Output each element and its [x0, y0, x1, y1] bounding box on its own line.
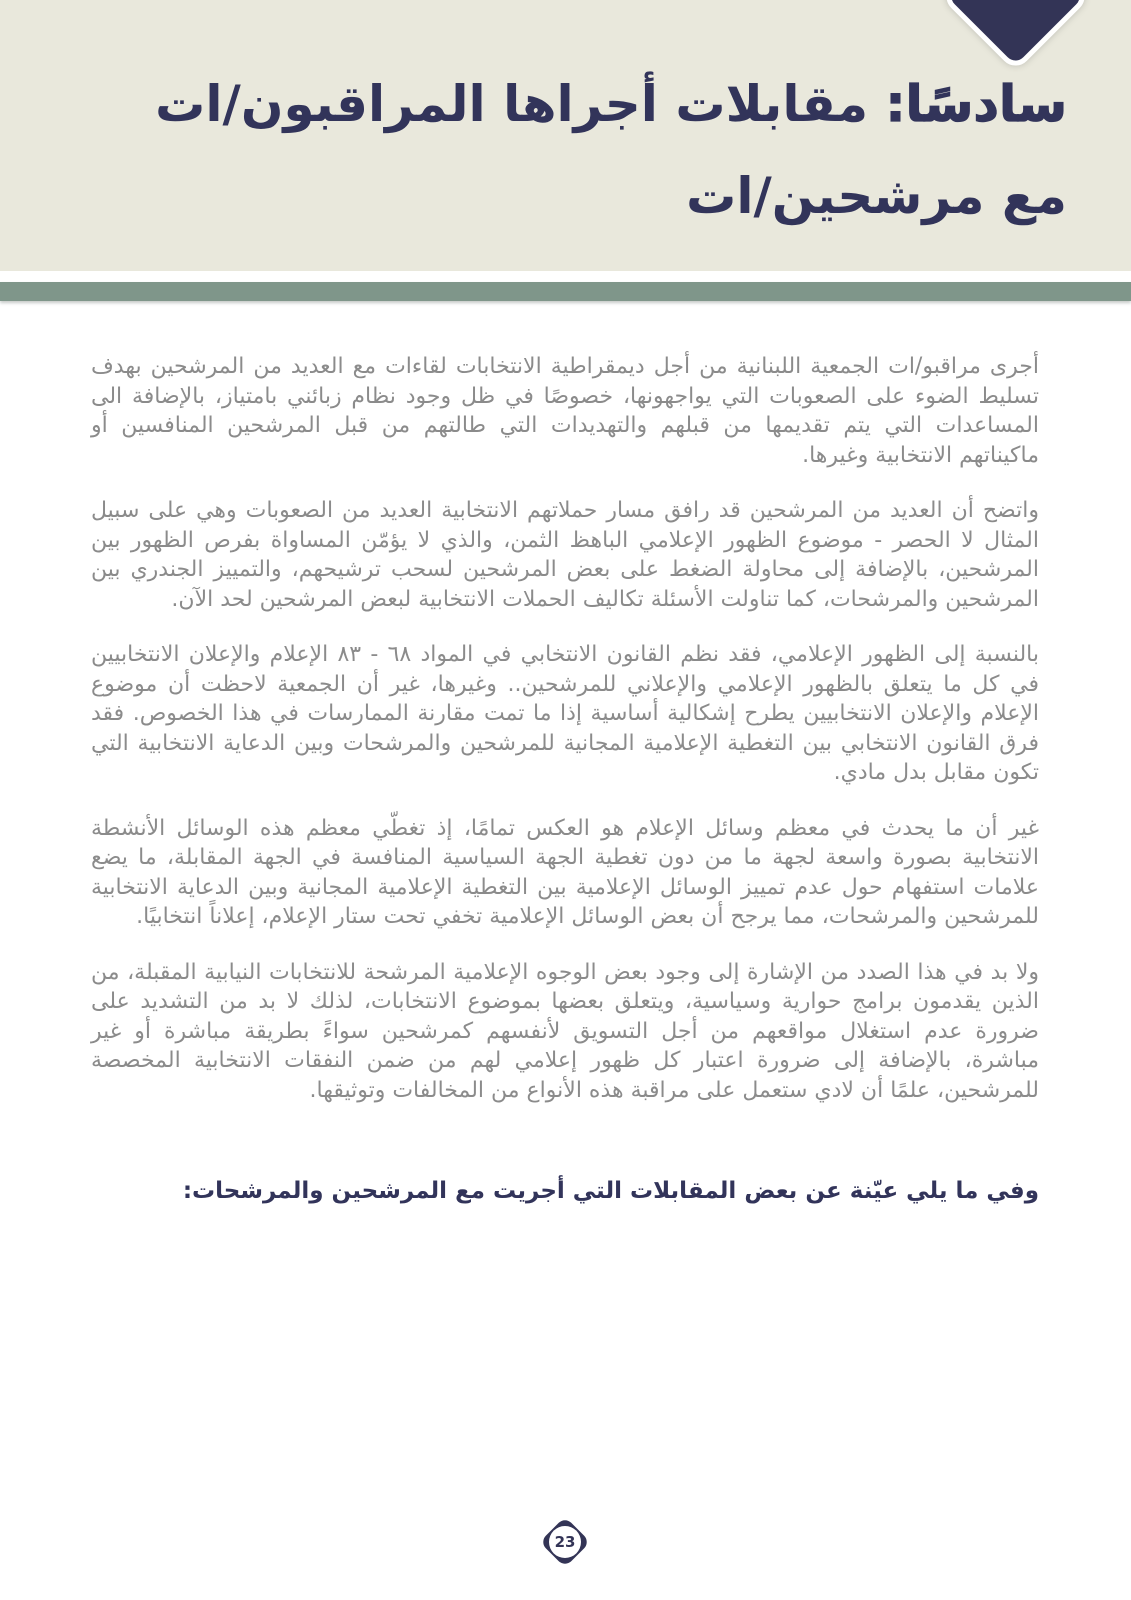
page-number: 23: [554, 1533, 576, 1551]
page-badge-circle: [549, 1526, 581, 1558]
header-band: [0, 0, 1131, 271]
body-paragraph-1: أجرى مراقبو/ات الجمعية اللبنانية من أجل ديمقراطية الانتخابات لقاءات مع العديد من المرشحين بهدف تسليط الضوء على الصعوبات التي يواجهونها، خصوصًا في ظل وجود نظام زبائني بامتياز، بالإضافة الى المساعدات التي يتم تقديمها من قبلهم والتهديدات التي طالتهم من قبل المرشحين المنافسين أو ماكيناتهم الانتخابية وغيرها.: [91, 354, 1039, 468]
page-number-badge: [547, 1524, 583, 1560]
separator-bar: [0, 282, 1131, 301]
page-title: [64, 58, 1067, 242]
body-paragraph-4: غير أن ما يحدث في معظم وسائل الإعلام هو العكس تمامًا، إذ تغطّي معظم هذه الوسائل الأنشطة الانتخابية بصورة واسعة لجهة ما من دون تغطية الجهة السياسية المنافسة في الجهة المقابلة، ما يضع علامات استفهام حول عدم تمييز الوسائل الإعلامية بين التغطية الإعلامية المجانية وبين الدعاية الانتخابية للمرشحين والمرشحات، مما يرجح أن بعض الوسائل الإعلامية تخفي تحت ستار الإعلام، إعلاناً انتخابيًا.: [91, 815, 1039, 929]
page-title-line1-rest: مقابلات أجراها المراقبون/ات: [155, 75, 886, 133]
body-content: [91, 352, 1039, 1207]
closing-line: وفي ما يلي عيّنة عن بعض المقابلات التي أجريت مع المرشحين والمرشحات:: [182, 1178, 1039, 1204]
body-paragraph-3: بالنسبة إلى الظهور الإعلامي، فقد نظم القانون الانتخابي في المواد ٦٨ - ٨٣ الإعلام والإعلان الانتخابيين في كل ما يتعلق بالظهور الإعلامي والإعلاني للمرشحين.. وغيرها، غير أن الجمعية لاحظت أن موضوع الإعلام والإعلان الانتخابيين يطرح إشكالية أساسية إذا ما تمت مقارنة الممارسات في هذا الخصوص. فقد فرق القانون الانتخابي بين التغطية الإعلامية المجانية للمرشحين والمرشحات وبين الدعاية الانتخابية التي تكون مقابل بدل مادي.: [91, 642, 1039, 785]
body-paragraph-2: واتضح أن العديد من المرشحين قد رافق مسار حملاتهم الانتخابية العديد من الصعوبات وهي على سبيل المثال لا الحصر - موضوع الظهور الإعلامي الباهظ الثمن، والذي لا يؤمّن المساواة بفرص الظهور بين المرشحين، بالإضافة إلى محاولة الضغط على بعض المرشحين لسحب ترشيحهم، والتمييز الجندري بين المرشحين والمرشحات، كما تناولت الأسئلة تكاليف الحملات الانتخابية لبعض المرشحين لحد الآن.: [91, 498, 1039, 612]
page-title-line2: مع مرشحين/ات: [686, 167, 1067, 225]
page-title-section-number: سادسًا:: [885, 75, 1067, 133]
body-paragraph-5: ولا بد في هذا الصدد من الإشارة إلى وجود بعض الوجوه الإعلامية المرشحة للانتخابات النيابية المقبلة، من الذين يقدمون برامج حوارية وسياسية، ويتعلق بعضها بموضوع الانتخابات، لذلك لا بد من التشديد على ضرورة عدم استغلال مواقعهم من أجل التسويق لأنفسهم كمرشحين سواءً بطريقة مباشرة أو غير مباشرة، بالإضافة إلى ضرورة اعتبار كل ظهور إعلامي لهم من ضمن النفقات الانتخابية المخصصة للمرشحين، علمًا أن لادي ستعمل على مراقبة هذه الأنواع من المخالفات وتوثيقها.: [91, 959, 1039, 1103]
